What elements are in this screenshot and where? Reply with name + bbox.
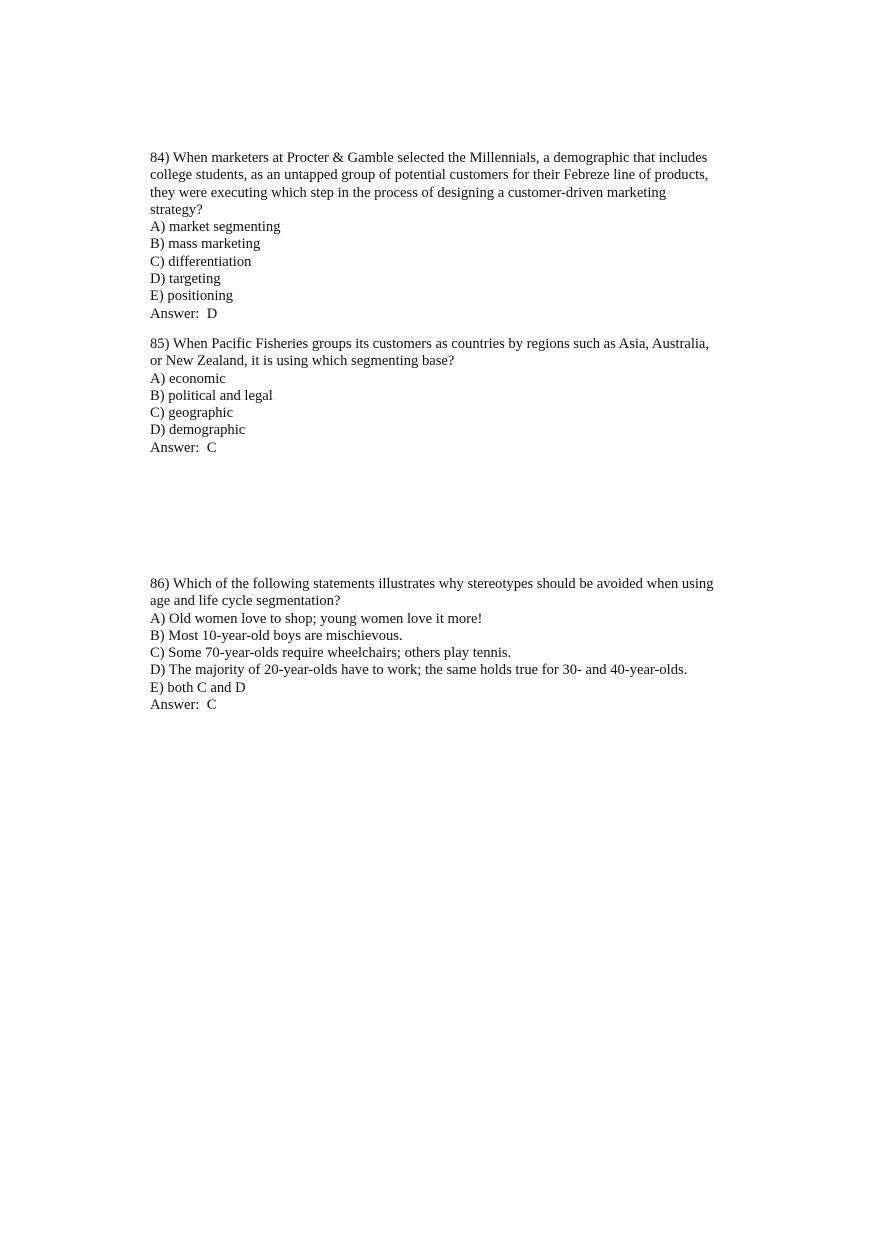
question-stem xyxy=(150,150,735,219)
option-b: B) mass marketing xyxy=(150,236,261,253)
option-c: C) differentiation xyxy=(150,253,252,270)
question-text-line: 86) Which of the following statements illustrates why stereotypes should be avoided when using xyxy=(150,576,714,592)
question-text-line: 85) When Pacific Fisheries groups its customers as countries by regions such as Asia, Australia, xyxy=(150,336,710,352)
question-85 xyxy=(150,336,735,457)
option-a: A) market segmenting xyxy=(150,219,281,236)
question-stem xyxy=(150,336,735,371)
question-text-line: they were executing which step in the process of designing a customer-driven marketing xyxy=(150,184,667,201)
question-text-line: age and life cycle segmentation? xyxy=(150,593,341,610)
option-b: B) Most 10-year-old boys are mischievous. xyxy=(150,627,403,644)
answer-key: Answer: C xyxy=(150,697,217,714)
option-e: E) both C and D xyxy=(150,679,246,696)
question-text-line: 84) When marketers at Procter & Gamble selected the Millennials, a demographic that includes xyxy=(150,150,708,166)
answer-options xyxy=(150,371,735,440)
option-d: D) targeting xyxy=(150,271,221,288)
option-d: D) demographic xyxy=(150,422,246,439)
option-e: E) positioning xyxy=(150,288,234,305)
question-text-line: college students, as an untapped group of potential customers for their Febreze line of products, xyxy=(150,167,709,184)
option-c: C) Some 70-year-olds require wheelchairs; others play tennis. xyxy=(150,645,512,662)
answer-options xyxy=(150,219,735,305)
answer-options xyxy=(150,611,735,697)
question-86 xyxy=(150,576,735,714)
option-b: B) political and legal xyxy=(150,387,273,404)
question-text-line: or New Zealand, it is using which segmenting base? xyxy=(150,353,455,370)
answer-key: Answer: C xyxy=(150,439,217,456)
option-a: A) Old women love to shop; young women love it more! xyxy=(150,610,483,627)
question-text-line: strategy? xyxy=(150,201,203,218)
option-a: A) economic xyxy=(150,370,226,387)
question-stem xyxy=(150,576,735,611)
question-84 xyxy=(150,150,735,323)
option-d: D) The majority of 20-year-olds have to work; the same holds true for 30- and 40-year-olds. xyxy=(150,662,688,679)
option-c: C) geographic xyxy=(150,405,234,422)
answer-key: Answer: D xyxy=(150,305,218,322)
